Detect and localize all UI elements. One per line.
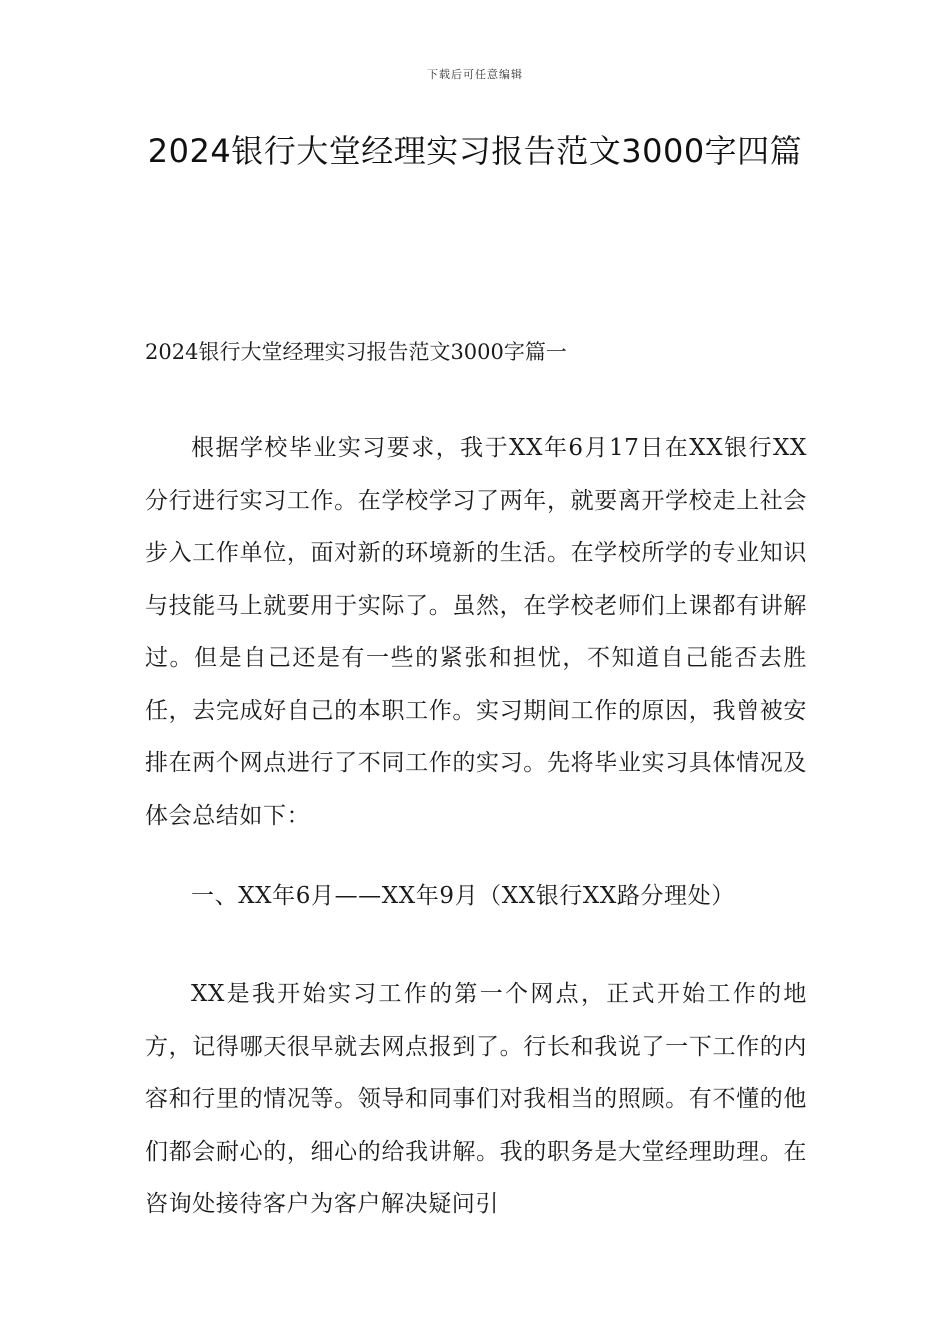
document-title: 2024银行大堂经理实习报告范文3000字四篇 — [147, 132, 803, 170]
body-paragraph: 根据学校毕业实习要求，我于XX年6月17日在XX银行XX分行进行实习工作。在学校学习了两年，就要离开学校走上社会步入工作单位，面对新的环境新的生活。在学校所学的专业知识与技能马上就要用于实际了。虽然，在学校老师们上课都有讲解过。但是自己还是有一些的紧张和担忧，不知道自己能否去胜任，去完成好自己的本职工作。实习期间工作的原因，我曾被安排在两个网点进行了不同工作的实习。先将毕业实习具体情况及体会总结如下： — [145, 435, 807, 829]
section-heading: 一、XX年6月——XX年9月（XX银行XX路分理处） — [191, 883, 735, 909]
body-paragraph: XX是我开始实习工作的第一个网点，正式开始工作的地方，记得哪天很早就去网点报到了。行长和我说了一下工作的内容和行里的情况等。领导和同事们对我相当的照顾。有不懂的他们都会耐心的，细心的给我讲解。我的职务是大堂经理助理。在咨询处接待客户为客户解决疑问引 — [145, 981, 807, 1217]
header-note: 下载后可任意编辑 — [427, 68, 523, 81]
section-subtitle: 2024银行大堂经理实习报告范文3000字篇一 — [145, 340, 567, 364]
